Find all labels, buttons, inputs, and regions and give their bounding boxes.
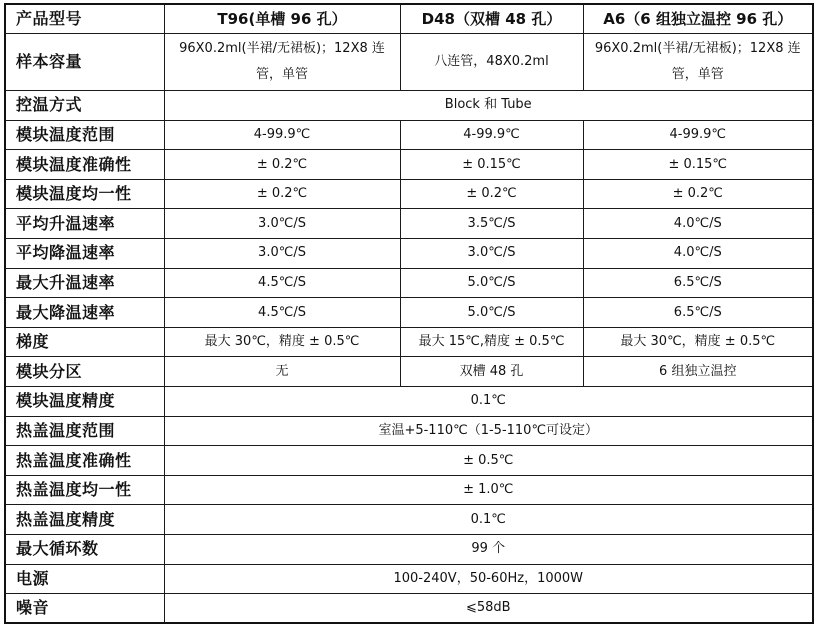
cell-a6: 6.5℃/S	[583, 268, 813, 298]
table-row-power	[5, 564, 813, 594]
cell-merged: ⩽58dB	[164, 594, 813, 624]
cell-merged: 0.1℃	[164, 387, 813, 417]
row-label: 热盖温度精度	[5, 505, 164, 535]
cell-a6: 6 组独立温控	[583, 357, 813, 387]
cell-merged: ± 1.0℃	[164, 475, 813, 505]
header-row	[5, 4, 813, 34]
cell-t96: 96X0.2ml(半裙/无裙板)；12X8 连管，单管	[164, 34, 400, 91]
cell-merged: Block 和 Tube	[164, 91, 813, 121]
row-label: 模块温度范围	[5, 120, 164, 150]
row-label: 热盖温度准确性	[5, 446, 164, 476]
row-label: 噪音	[5, 594, 164, 624]
cell-d48: 双槽 48 孔	[400, 357, 583, 387]
cell-d48: 4-99.9℃	[400, 120, 583, 150]
cell-a6: ± 0.15℃	[583, 150, 813, 180]
table-row-noise	[5, 594, 813, 624]
cell-d48: ± 0.15℃	[400, 150, 583, 180]
cell-merged: 99 个	[164, 535, 813, 565]
table-row-gradient	[5, 327, 813, 357]
table-row-block-temp-range	[5, 120, 813, 150]
cell-merged: 0.1℃	[164, 505, 813, 535]
header-label: 产品型号	[5, 4, 164, 34]
row-label: 控温方式	[5, 91, 164, 121]
cell-t96: 无	[164, 357, 400, 387]
cell-d48: 5.0℃/S	[400, 298, 583, 328]
row-label: 模块温度精度	[5, 387, 164, 417]
table-row-sample-capacity	[5, 34, 813, 91]
table-row-block-zones	[5, 357, 813, 387]
table-row-block-temp-uniformity	[5, 179, 813, 209]
cell-a6: 4.0℃/S	[583, 209, 813, 239]
cell-d48: ± 0.2℃	[400, 179, 583, 209]
cell-t96: 最大 30℃，精度 ± 0.5℃	[164, 327, 400, 357]
row-label: 最大循环数	[5, 535, 164, 565]
table-row-lid-temp-uniformity	[5, 475, 813, 505]
row-label: 最大降温速率	[5, 298, 164, 328]
row-label: 模块分区	[5, 357, 164, 387]
cell-a6: 4.0℃/S	[583, 239, 813, 269]
cell-d48: 5.0℃/S	[400, 268, 583, 298]
table-row-block-temp-precision	[5, 387, 813, 417]
row-label: 样本容量	[5, 34, 164, 91]
cell-t96: 4.5℃/S	[164, 298, 400, 328]
cell-t96: 3.0℃/S	[164, 239, 400, 269]
row-label: 梯度	[5, 327, 164, 357]
row-label: 平均降温速率	[5, 239, 164, 269]
row-label: 热盖温度均一性	[5, 475, 164, 505]
row-label: 平均升温速率	[5, 209, 164, 239]
cell-t96: 3.0℃/S	[164, 209, 400, 239]
cell-t96: ± 0.2℃	[164, 179, 400, 209]
cell-a6: 4-99.9℃	[583, 120, 813, 150]
cell-t96: 4.5℃/S	[164, 268, 400, 298]
table-row-max-cycles	[5, 535, 813, 565]
table-row-temp-control-mode	[5, 91, 813, 121]
model-a6-header: A6（6 组独立温控 96 孔）	[583, 4, 813, 34]
table-row-lid-temp-accuracy	[5, 446, 813, 476]
spec-comparison-table	[4, 3, 814, 624]
cell-d48: 3.5℃/S	[400, 209, 583, 239]
cell-a6: 96X0.2ml(半裙/无裙板)；12X8 连管，单管	[583, 34, 813, 91]
table-row-lid-temp-range	[5, 416, 813, 446]
cell-a6: 6.5℃/S	[583, 298, 813, 328]
cell-t96: 4-99.9℃	[164, 120, 400, 150]
row-label: 电源	[5, 564, 164, 594]
row-label: 热盖温度范围	[5, 416, 164, 446]
table-row-max-cooling-rate	[5, 298, 813, 328]
table-row-avg-heating-rate	[5, 209, 813, 239]
model-t96-header: T96(单槽 96 孔）	[164, 4, 400, 34]
cell-a6: 最大 30℃，精度 ± 0.5℃	[583, 327, 813, 357]
cell-merged: 100-240V，50-60Hz，1000W	[164, 564, 813, 594]
cell-merged: ± 0.5℃	[164, 446, 813, 476]
row-label: 最大升温速率	[5, 268, 164, 298]
table-row-block-temp-accuracy	[5, 150, 813, 180]
cell-d48: 八连管，48X0.2ml	[400, 34, 583, 91]
row-label: 模块温度均一性	[5, 179, 164, 209]
row-label: 模块温度准确性	[5, 150, 164, 180]
table-row-lid-temp-precision	[5, 505, 813, 535]
cell-merged: 室温+5-110℃（1-5-110℃可设定）	[164, 416, 813, 446]
table-row-max-heating-rate	[5, 268, 813, 298]
cell-t96: ± 0.2℃	[164, 150, 400, 180]
cell-a6: ± 0.2℃	[583, 179, 813, 209]
table-row-avg-cooling-rate	[5, 239, 813, 269]
model-d48-header: D48（双槽 48 孔）	[400, 4, 583, 34]
cell-d48: 3.0℃/S	[400, 239, 583, 269]
cell-d48: 最大 15℃,精度 ± 0.5℃	[400, 327, 583, 357]
